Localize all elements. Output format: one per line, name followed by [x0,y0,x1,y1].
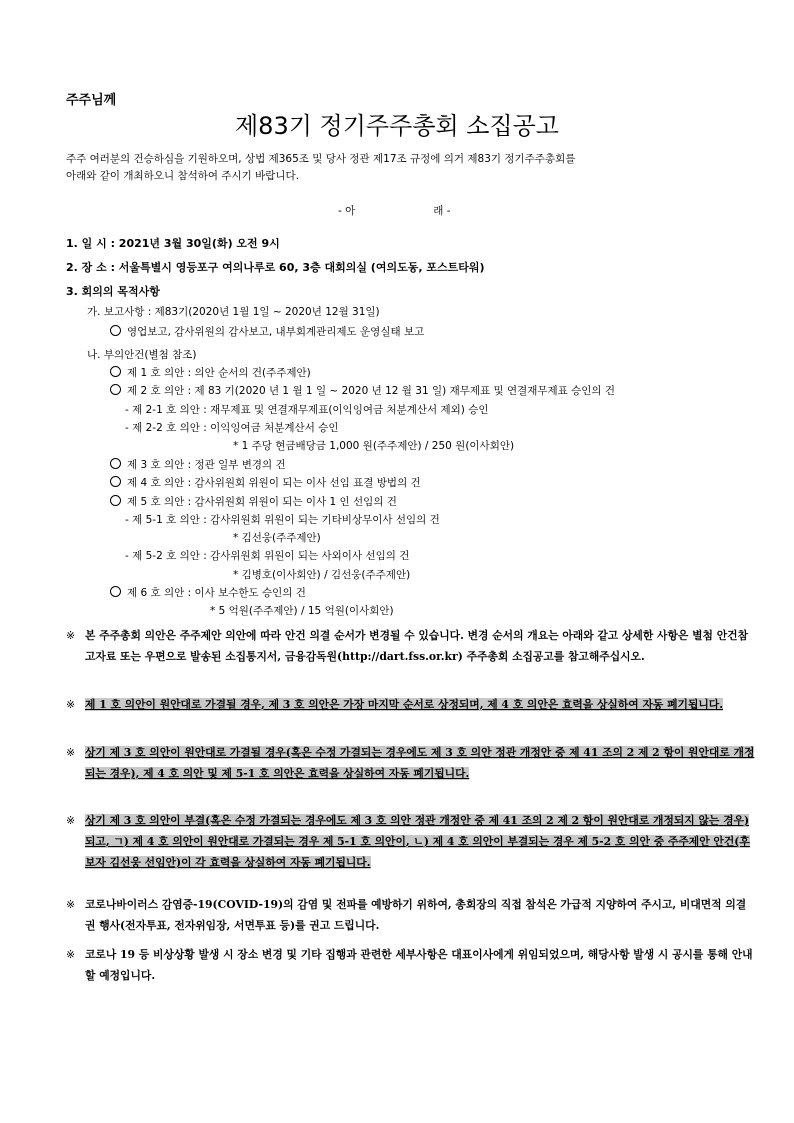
item-agenda-heading: 3. 회의의 목적사항 [66,285,160,298]
note-emergency: ※ 코로나 19 등 비상상황 발생 시 장소 변경 및 기타 집행과 관련한 세부사항은 대표이사에게 위임되었으며, 해당사항 발생 시 공시를 통해 안내할 예정입니다. [66,944,756,986]
note-agenda-1-passed: ※ 제 1 호 의안이 원안대로 가결될 경우, 제 3 호 의안은 가장 마지막 순서로 상정되며, 제 4 호 의안은 효력을 상실하여 자동 폐기됩니다. [66,694,756,715]
circle-bullet-icon [110,586,121,597]
circle-bullet-icon [110,458,121,469]
agenda-4: 제 4 호 의안 : 감사위원회 위원이 되는 이사 선임 표결 방법의 건 [110,475,421,490]
reference-mark-icon: ※ [66,948,76,961]
are-heading [338,203,451,218]
agenda-1: 제 1 호 의안 : 의안 순서의 건(주주제안) [110,365,311,380]
agenda-5-2-candidates: * 김병호(이사회안) / 김선웅(주주제안) [233,569,411,581]
item-datetime: 1. 일 시 : 2021년 3월 30일(화) 오전 9시 [66,237,280,250]
intro-line-1: 주주 여러분의 건승하심을 기원하오며, 상법 제365조 및 당사 정관 제17조 규정에 의거 제83기 정기주주총회를 [66,153,576,165]
circle-bullet-icon [110,384,121,395]
report-title: 가. 보고사항 : 제83기(2020년 1월 1일 ~ 2020년 12월 31일) [87,306,380,318]
circle-bullet-icon [110,325,121,336]
agenda-2-2-dividend: * 1 주당 현금배당금 1,000 원(주주제안) / 250 원(이사회안) [233,440,515,452]
agenda-5-2: - 제 5-2 호 의안 : 감사위원회 위원이 되는 사외이사 선임의 건 [125,550,410,562]
agenda-2: 제 2 호 의안 : 제 83 기(2020 년 1 월 1 일 ~ 2020 년 12 월 31 일) 재무제표 및 연결재무제표 승인의 건 [110,383,615,398]
page-title: 제83기 정기주주총회 소집공고 [234,112,559,140]
report-item: 영업보고, 감사위원의 감사보고, 내부회계관리제도 운영실태 보고 [110,324,424,339]
circle-bullet-icon [110,495,121,506]
agenda-5: 제 5 호 의안 : 감사위원회 위원이 되는 이사 1 인 선임의 건 [110,494,397,509]
note-agenda-3-rejected: ※ 상기 제 3 호 의안이 부결(혹은 수정 가결되는 경우에도 제 3 호 의안 정관 개정안 중 제 41 조의 2 제 2 항이 원안대로 개정되지 않는 경우)되고, ㄱ) 제 4 호 의안이 원안대로 가결되는 경우 제 5-1 호 의안이, ㄴ) 제 4 호 의안이 부결되는 경우 제 5-2 호 의안 중 주주제안 안건(후보자 김선웅 선임안)이 각 효력을 상실하여 자동 폐기됩니다. [66,810,756,873]
are-heading-left: - 아 [338,205,356,217]
item-venue: 2. 장 소 : 서울특별시 영등포구 여의나루로 60, 3층 대회의실 (여의도동, 포스트타워) [66,261,485,274]
salutation: 주주님께 [66,93,117,108]
note-agenda-3-passed: ※ 상기 제 3 호 의안이 원안대로 가결될 경우(혹은 수정 가결되는 경우에도 제 3 호 의안 정관 개정안 중 제 41 조의 2 제 2 항이 원안대로 개정되는 경우), 제 4 호 의안 및 제 5-1 호 의안은 효력을 상실하여 자동 폐기됩니다. [66,742,756,784]
circle-bullet-icon [110,366,121,377]
resolution-title: 나. 부의안건(별첨 참조) [87,349,197,361]
reference-mark-icon: ※ [66,629,76,642]
reference-mark-icon: ※ [66,746,76,759]
reference-mark-icon: ※ [66,898,76,911]
agenda-5-1-candidate: * 김선웅(주주제안) [233,532,321,544]
agenda-2-1: - 제 2-1 호 의안 : 재무제표 및 연결재무제표(이익잉여금 처분계산서 제외) 승인 [125,404,489,416]
agenda-6-amount: * 5 억원(주주제안) / 15 억원(이사회안) [210,605,394,617]
reference-mark-icon: ※ [66,698,76,711]
are-heading-right: 래 - [433,205,451,217]
reference-mark-icon: ※ [66,814,76,827]
agenda-2-2: - 제 2-2 호 의안 : 이익잉여금 처분계산서 승인 [125,422,339,434]
intro-line-2: 아래와 같이 개최하오니 참석하여 주시기 바랍니다. [66,170,300,182]
agenda-5-1: - 제 5-1 호 의안 : 감사위원회 위원이 되는 기타비상무이사 선임의 건 [125,514,440,526]
circle-bullet-icon [110,476,121,487]
agenda-3: 제 3 호 의안 : 정관 일부 변경의 건 [110,457,286,472]
note-order-change: ※ 본 주주총회 의안은 주주제안 의안에 따라 안건 의결 순서가 변경될 수 있습니다. 변경 순서의 개요는 아래와 같고 상세한 사항은 별첨 안건참고자료 또는 우편으로 발송된 소집통지서, 금융감독원(http://dart.fss.or.kr) 주주총회 소집공고를 참고해주십시오. [66,625,756,667]
agenda-6: 제 6 호 의안 : 이사 보수한도 승인의 건 [110,585,306,600]
note-covid-voting: ※ 코로나바이러스 감염증-19(COVID-19)의 감염 및 전파를 예방하기 위하여, 총회장의 직접 참석은 가급적 지양하여 주시고, 비대면적 의결권 행사(전자투표, 전자위임장, 서면투표 등)를 권고 드립니다. [66,894,756,936]
